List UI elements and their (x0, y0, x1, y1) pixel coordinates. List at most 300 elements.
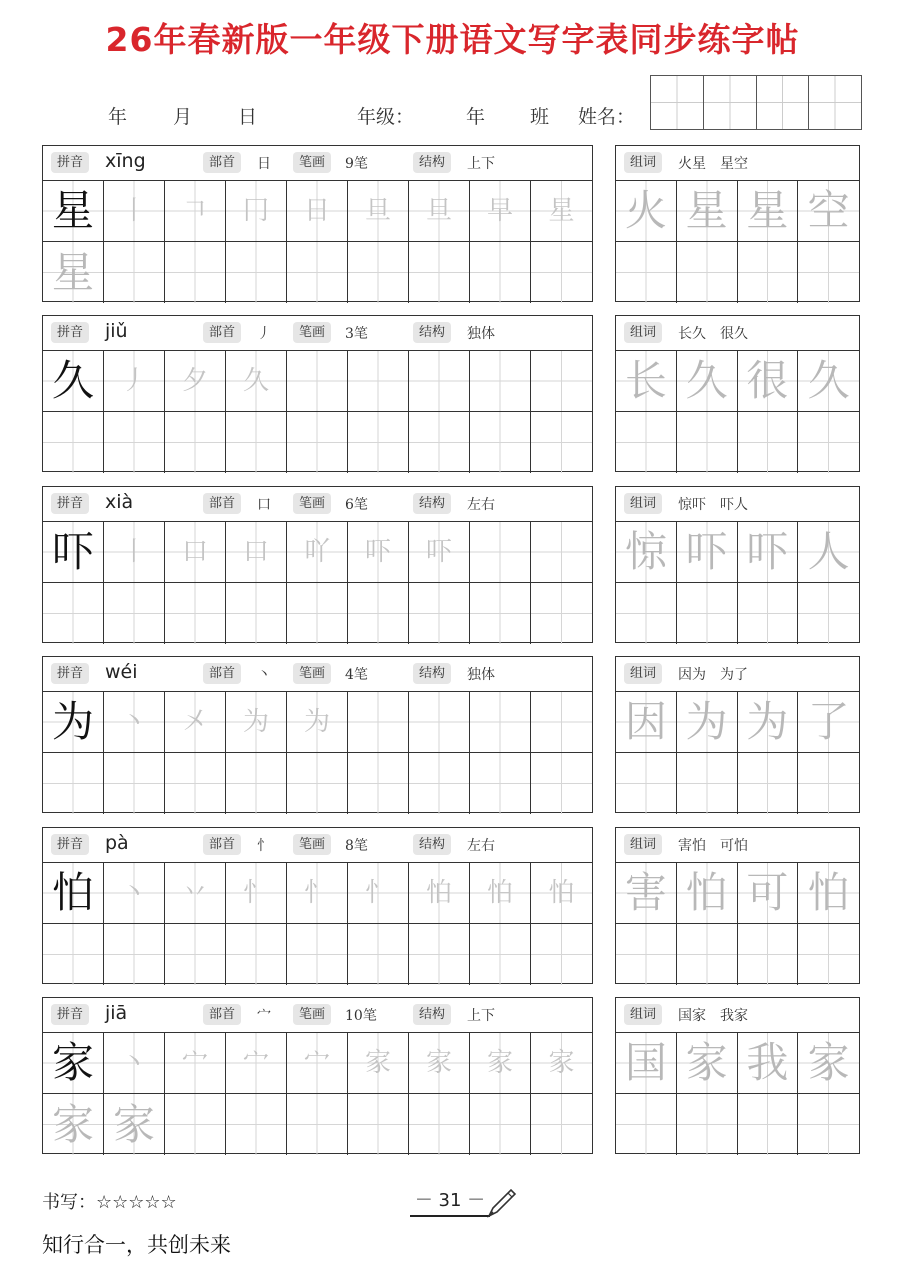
word-practice-cell[interactable] (738, 1094, 799, 1155)
word-practice-cell[interactable] (616, 692, 677, 753)
trace-character: 忄 (242, 878, 269, 908)
word-practice-cell[interactable] (616, 863, 677, 924)
practice-cell[interactable] (348, 692, 409, 753)
name-box[interactable] (809, 76, 861, 129)
practice-cell[interactable] (104, 242, 165, 303)
word-practice-cell[interactable] (798, 242, 859, 303)
word-practice-cell[interactable] (677, 863, 738, 924)
practice-cell[interactable] (470, 583, 531, 644)
practice-cell[interactable] (104, 924, 165, 985)
words-tag: 组词 (624, 493, 662, 514)
radical-tag: 部首 (203, 152, 241, 173)
trace-character: 吓 (364, 537, 391, 567)
word-trace-character: 家 (807, 1038, 850, 1087)
words-value: 惊吓 吓人 (678, 497, 748, 513)
word-practice-cell[interactable] (616, 583, 677, 644)
practice-cell[interactable] (287, 583, 348, 644)
word-practice-cell[interactable] (677, 924, 738, 985)
practice-cell[interactable] (43, 242, 104, 303)
pinyin-value: jiā (105, 1002, 128, 1024)
practice-cell[interactable] (226, 924, 287, 985)
trace-character: 日 (303, 196, 330, 226)
character-info-bar (43, 487, 592, 522)
strokes-value: 9笔 (345, 156, 368, 172)
word-practice-cell[interactable] (738, 242, 799, 303)
practice-cell[interactable] (226, 692, 287, 753)
pinyin-tag: 拼音 (51, 1004, 89, 1025)
trace-character: 丨 (120, 537, 147, 567)
practice-cell[interactable] (409, 924, 470, 985)
practice-cell[interactable] (43, 1094, 104, 1155)
word-practice-cell[interactable] (616, 1094, 677, 1155)
name-box[interactable] (651, 76, 704, 129)
strokes-tag: 笔画 (293, 663, 331, 684)
words-block (615, 315, 860, 472)
word-practice-cell[interactable] (738, 1033, 799, 1094)
character-info-bar (43, 657, 592, 692)
trace-character: 丷 (181, 878, 208, 908)
practice-cell[interactable] (470, 242, 531, 303)
trace-character: 冂 (242, 196, 269, 226)
practice-cell[interactable] (43, 412, 104, 473)
words-info-bar (616, 998, 859, 1033)
date-month-label: 月 (173, 106, 193, 128)
practice-cell[interactable] (226, 583, 287, 644)
practice-cell[interactable] (226, 242, 287, 303)
pinyin-value: jiǔ (105, 320, 128, 342)
practice-cell[interactable] (348, 1094, 409, 1155)
practice-cell[interactable] (287, 863, 348, 924)
word-trace-character: 可 (746, 868, 789, 917)
structure-value: 左右 (467, 497, 495, 513)
word-practice-cell[interactable] (798, 583, 859, 644)
radical-value: 口 (257, 497, 271, 513)
practice-cell[interactable] (470, 351, 531, 412)
writing-grid (43, 522, 592, 644)
practice-cell[interactable] (348, 583, 409, 644)
word-practice-cell[interactable] (798, 1094, 859, 1155)
practice-cell[interactable] (409, 1033, 470, 1094)
practice-cell[interactable] (531, 522, 592, 583)
trace-character: 怕 (425, 878, 452, 908)
word-trace-character: 吓 (685, 527, 728, 576)
word-practice-cell[interactable] (616, 412, 677, 473)
structure-tag: 结构 (413, 834, 451, 855)
practice-cell[interactable] (470, 924, 531, 985)
strokes-value: 4笔 (345, 667, 368, 683)
structure-value: 独体 (467, 667, 495, 683)
practice-cell[interactable] (470, 1033, 531, 1094)
strokes-value: 8笔 (345, 838, 368, 854)
practice-cell[interactable] (226, 522, 287, 583)
word-practice-cell[interactable] (677, 412, 738, 473)
practice-cell[interactable] (531, 863, 592, 924)
practice-cell[interactable] (287, 924, 348, 985)
word-trace-character: 久 (807, 356, 850, 405)
word-trace-character: 长 (624, 356, 667, 405)
word-practice-cell[interactable] (798, 522, 859, 583)
word-practice-cell[interactable] (677, 1094, 738, 1155)
word-trace-character: 了 (807, 697, 850, 746)
structure-tag: 结构 (413, 493, 451, 514)
trace-character: 星 (51, 247, 94, 297)
trace-character: 忄 (364, 878, 391, 908)
word-trace-character: 家 (685, 1038, 728, 1087)
word-practice-cell[interactable] (677, 1033, 738, 1094)
word-practice-cell[interactable] (798, 412, 859, 473)
pinyin-value: wéi (105, 661, 138, 683)
practice-cell[interactable] (287, 1094, 348, 1155)
practice-cell[interactable] (470, 863, 531, 924)
practice-cell[interactable] (104, 753, 165, 814)
practice-cell[interactable] (165, 692, 226, 753)
practice-cell[interactable] (165, 1033, 226, 1094)
practice-cell[interactable] (470, 181, 531, 242)
practice-cell[interactable] (226, 863, 287, 924)
practice-cell[interactable] (409, 412, 470, 473)
practice-cell[interactable] (470, 753, 531, 814)
words-block (615, 827, 860, 984)
trace-character: 家 (364, 1048, 391, 1078)
practice-cell[interactable] (287, 522, 348, 583)
words-info-bar (616, 657, 859, 692)
practice-cell[interactable] (287, 181, 348, 242)
date-day-label: 日 (238, 106, 258, 128)
strokes-value: 10笔 (345, 1008, 377, 1024)
practice-cell[interactable] (409, 753, 470, 814)
word-practice-cell[interactable] (798, 692, 859, 753)
strokes-value: 3笔 (345, 326, 368, 342)
model-character-cell (43, 692, 104, 753)
practice-cell[interactable] (104, 412, 165, 473)
practice-cell[interactable] (409, 181, 470, 242)
character-block (42, 997, 593, 1154)
word-practice-cell[interactable] (738, 583, 799, 644)
practice-cell[interactable] (470, 522, 531, 583)
word-practice-cell[interactable] (616, 522, 677, 583)
model-character: 久 (51, 356, 94, 405)
trace-character: 宀 (303, 1048, 330, 1078)
practice-cell[interactable] (348, 412, 409, 473)
character-block (42, 486, 593, 643)
pen-icon (485, 1186, 519, 1220)
practice-cell[interactable] (287, 351, 348, 412)
trace-character: 丶 (120, 1048, 147, 1078)
words-value: 害怕 可怕 (678, 838, 748, 854)
words-grid (616, 351, 859, 473)
trace-character: 家 (425, 1048, 452, 1078)
practice-cell[interactable] (348, 753, 409, 814)
strokes-value: 6笔 (345, 497, 368, 513)
practice-cell[interactable] (348, 351, 409, 412)
practice-cell[interactable] (165, 1094, 226, 1155)
trace-character: 口 (181, 537, 208, 567)
practice-cell[interactable] (531, 753, 592, 814)
word-practice-cell[interactable] (798, 1033, 859, 1094)
practice-cell[interactable] (348, 1033, 409, 1094)
practice-cell[interactable] (531, 1094, 592, 1155)
trace-character: 早 (486, 196, 513, 226)
trace-character: 旦 (364, 196, 391, 226)
radical-value: 丿 (257, 326, 271, 342)
model-character: 星 (51, 186, 94, 235)
word-practice-cell[interactable] (677, 522, 738, 583)
practice-cell[interactable] (531, 583, 592, 644)
words-tag: 组词 (624, 1004, 662, 1025)
pinyin-tag: 拼音 (51, 834, 89, 855)
words-info-bar (616, 316, 859, 351)
trace-character: 宀 (242, 1048, 269, 1078)
practice-cell[interactable] (104, 863, 165, 924)
name-writing-boxes[interactable] (650, 75, 862, 130)
practice-cell[interactable] (226, 412, 287, 473)
practice-cell[interactable] (470, 412, 531, 473)
words-info-bar (616, 828, 859, 863)
pinyin-tag: 拼音 (51, 322, 89, 343)
words-tag: 组词 (624, 834, 662, 855)
practice-cell[interactable] (165, 412, 226, 473)
practice-cell[interactable] (287, 753, 348, 814)
words-value: 长久 很久 (678, 326, 748, 342)
practice-cell[interactable] (104, 1094, 165, 1155)
word-practice-cell[interactable] (677, 242, 738, 303)
practice-cell[interactable] (287, 242, 348, 303)
practice-cell[interactable] (165, 863, 226, 924)
practice-cell[interactable] (43, 924, 104, 985)
words-grid (616, 522, 859, 644)
page-number: － 31 － (414, 1190, 486, 1211)
word-practice-cell[interactable] (738, 692, 799, 753)
words-block (615, 997, 860, 1154)
word-practice-cell[interactable] (677, 181, 738, 242)
word-practice-cell[interactable] (616, 753, 677, 814)
page-number-underline (410, 1215, 490, 1217)
practice-cell[interactable] (470, 692, 531, 753)
word-practice-cell[interactable] (616, 242, 677, 303)
words-block (615, 486, 860, 643)
structure-tag: 结构 (413, 322, 451, 343)
structure-tag: 结构 (413, 1004, 451, 1025)
practice-cell[interactable] (104, 692, 165, 753)
practice-cell[interactable] (43, 753, 104, 814)
words-value: 因为 为了 (678, 667, 748, 683)
trace-character: 旦 (425, 196, 452, 226)
practice-cell[interactable] (348, 863, 409, 924)
radical-tag: 部首 (203, 493, 241, 514)
word-trace-character: 为 (746, 697, 789, 746)
practice-cell[interactable] (226, 1094, 287, 1155)
word-practice-cell[interactable] (616, 351, 677, 412)
practice-cell[interactable] (470, 1094, 531, 1155)
strokes-tag: 笔画 (293, 493, 331, 514)
character-block (42, 145, 593, 302)
trace-character: 宀 (181, 1048, 208, 1078)
writing-grid (43, 863, 592, 985)
trace-character: 为 (303, 707, 330, 737)
trace-character: 口 (242, 537, 269, 567)
word-trace-character: 国 (624, 1038, 667, 1087)
practice-cell[interactable] (165, 583, 226, 644)
writing-rating: 书写：☆☆☆☆☆ (42, 1192, 177, 1213)
word-trace-character: 我 (746, 1038, 789, 1087)
trace-character: 家 (548, 1048, 575, 1078)
word-practice-cell[interactable] (798, 181, 859, 242)
trace-character: 星 (548, 196, 575, 226)
grade-label: 年级： (357, 106, 415, 128)
word-practice-cell[interactable] (616, 924, 677, 985)
strokes-tag: 笔画 (293, 322, 331, 343)
word-practice-cell[interactable] (738, 863, 799, 924)
practice-cell[interactable] (409, 522, 470, 583)
name-box[interactable] (757, 76, 810, 129)
structure-value: 独体 (467, 326, 495, 342)
practice-cell[interactable] (165, 522, 226, 583)
writing-grid (43, 351, 592, 473)
practice-cell[interactable] (531, 412, 592, 473)
practice-cell[interactable] (409, 583, 470, 644)
trace-character: 吓 (425, 537, 452, 567)
word-trace-character: 吓 (746, 527, 789, 576)
class-label: 班 (530, 106, 550, 128)
word-practice-cell[interactable] (677, 753, 738, 814)
practice-cell[interactable] (348, 924, 409, 985)
practice-cell[interactable] (43, 583, 104, 644)
practice-cell[interactable] (409, 351, 470, 412)
words-value: 火星 星空 (678, 156, 748, 172)
practice-cell[interactable] (104, 522, 165, 583)
words-value: 国家 我家 (678, 1008, 748, 1024)
radical-tag: 部首 (203, 663, 241, 684)
practice-cell[interactable] (531, 692, 592, 753)
word-trace-character: 怕 (807, 868, 850, 917)
character-info-bar (43, 828, 592, 863)
practice-cell[interactable] (409, 1094, 470, 1155)
practice-cell[interactable] (165, 181, 226, 242)
practice-cell[interactable] (226, 351, 287, 412)
practice-cell[interactable] (165, 242, 226, 303)
trace-character: 丨 (120, 196, 147, 226)
practice-cell[interactable] (104, 181, 165, 242)
word-practice-cell[interactable] (616, 1033, 677, 1094)
word-trace-character: 空 (807, 186, 850, 235)
word-practice-cell[interactable] (798, 863, 859, 924)
practice-cell[interactable] (226, 753, 287, 814)
strokes-tag: 笔画 (293, 834, 331, 855)
writing-grid (43, 181, 592, 303)
practice-cell[interactable] (531, 242, 592, 303)
trace-character: 忄 (303, 878, 330, 908)
trace-character: 怕 (486, 878, 513, 908)
words-grid (616, 1033, 859, 1155)
practice-cell[interactable] (348, 522, 409, 583)
grade-year-label: 年 (466, 106, 486, 128)
writing-grid (43, 1033, 592, 1155)
practice-cell[interactable] (531, 1033, 592, 1094)
structure-value: 上下 (467, 156, 495, 172)
practice-cell[interactable] (409, 863, 470, 924)
practice-cell[interactable] (531, 351, 592, 412)
trace-character: 家 (112, 1099, 155, 1149)
word-practice-cell[interactable] (798, 351, 859, 412)
model-character: 家 (51, 1038, 94, 1087)
date-year-label: 年 (108, 106, 128, 128)
word-trace-character: 久 (685, 356, 728, 405)
word-practice-cell[interactable] (677, 351, 738, 412)
word-practice-cell[interactable] (677, 583, 738, 644)
model-character-cell (43, 181, 104, 242)
word-practice-cell[interactable] (677, 692, 738, 753)
trace-character: 怕 (548, 878, 575, 908)
practice-cell[interactable] (104, 351, 165, 412)
practice-cell[interactable] (287, 412, 348, 473)
pinyin-value: pà (105, 832, 129, 854)
word-practice-cell[interactable] (798, 753, 859, 814)
practice-cell[interactable] (226, 181, 287, 242)
practice-cell[interactable] (165, 753, 226, 814)
word-practice-cell[interactable] (738, 924, 799, 985)
practice-cell[interactable] (104, 1033, 165, 1094)
practice-cell[interactable] (287, 1033, 348, 1094)
trace-character: 吖 (303, 537, 330, 567)
practice-cell[interactable] (348, 242, 409, 303)
model-character: 怕 (51, 868, 94, 917)
word-practice-cell[interactable] (738, 181, 799, 242)
practice-cell[interactable] (348, 181, 409, 242)
word-trace-character: 火 (624, 186, 667, 235)
model-character: 为 (51, 697, 94, 746)
words-grid (616, 863, 859, 985)
trace-character: 久 (242, 366, 269, 396)
trace-character: 丶 (120, 878, 147, 908)
trace-character: 丶 (120, 707, 147, 737)
practice-cell[interactable] (409, 692, 470, 753)
character-block (42, 315, 593, 472)
character-block (42, 656, 593, 813)
model-character-cell (43, 351, 104, 412)
practice-cell[interactable] (104, 583, 165, 644)
word-trace-character: 星 (685, 186, 728, 235)
word-practice-cell[interactable] (738, 522, 799, 583)
pinyin-value: xià (105, 491, 134, 513)
radical-value: 宀 (257, 1008, 271, 1024)
strokes-tag: 笔画 (293, 1004, 331, 1025)
trace-character: 夕 (181, 366, 208, 396)
pinyin-tag: 拼音 (51, 152, 89, 173)
word-practice-cell[interactable] (798, 924, 859, 985)
practice-cell[interactable] (226, 1033, 287, 1094)
word-trace-character: 为 (685, 697, 728, 746)
practice-cell[interactable] (531, 181, 592, 242)
character-info-bar (43, 998, 592, 1033)
trace-character: 丿 (120, 366, 147, 396)
practice-cell[interactable] (165, 924, 226, 985)
word-practice-cell[interactable] (738, 412, 799, 473)
strokes-tag: 笔画 (293, 152, 331, 173)
practice-cell[interactable] (531, 924, 592, 985)
practice-cell[interactable] (165, 351, 226, 412)
practice-cell[interactable] (409, 242, 470, 303)
structure-value: 左右 (467, 838, 495, 854)
model-character: 吓 (51, 527, 94, 576)
word-practice-cell[interactable] (738, 351, 799, 412)
pinyin-tag: 拼音 (51, 493, 89, 514)
words-grid (616, 692, 859, 814)
word-practice-cell[interactable] (616, 181, 677, 242)
name-box[interactable] (704, 76, 757, 129)
practice-cell[interactable] (287, 692, 348, 753)
word-practice-cell[interactable] (738, 753, 799, 814)
pinyin-value: xīng (105, 150, 146, 172)
